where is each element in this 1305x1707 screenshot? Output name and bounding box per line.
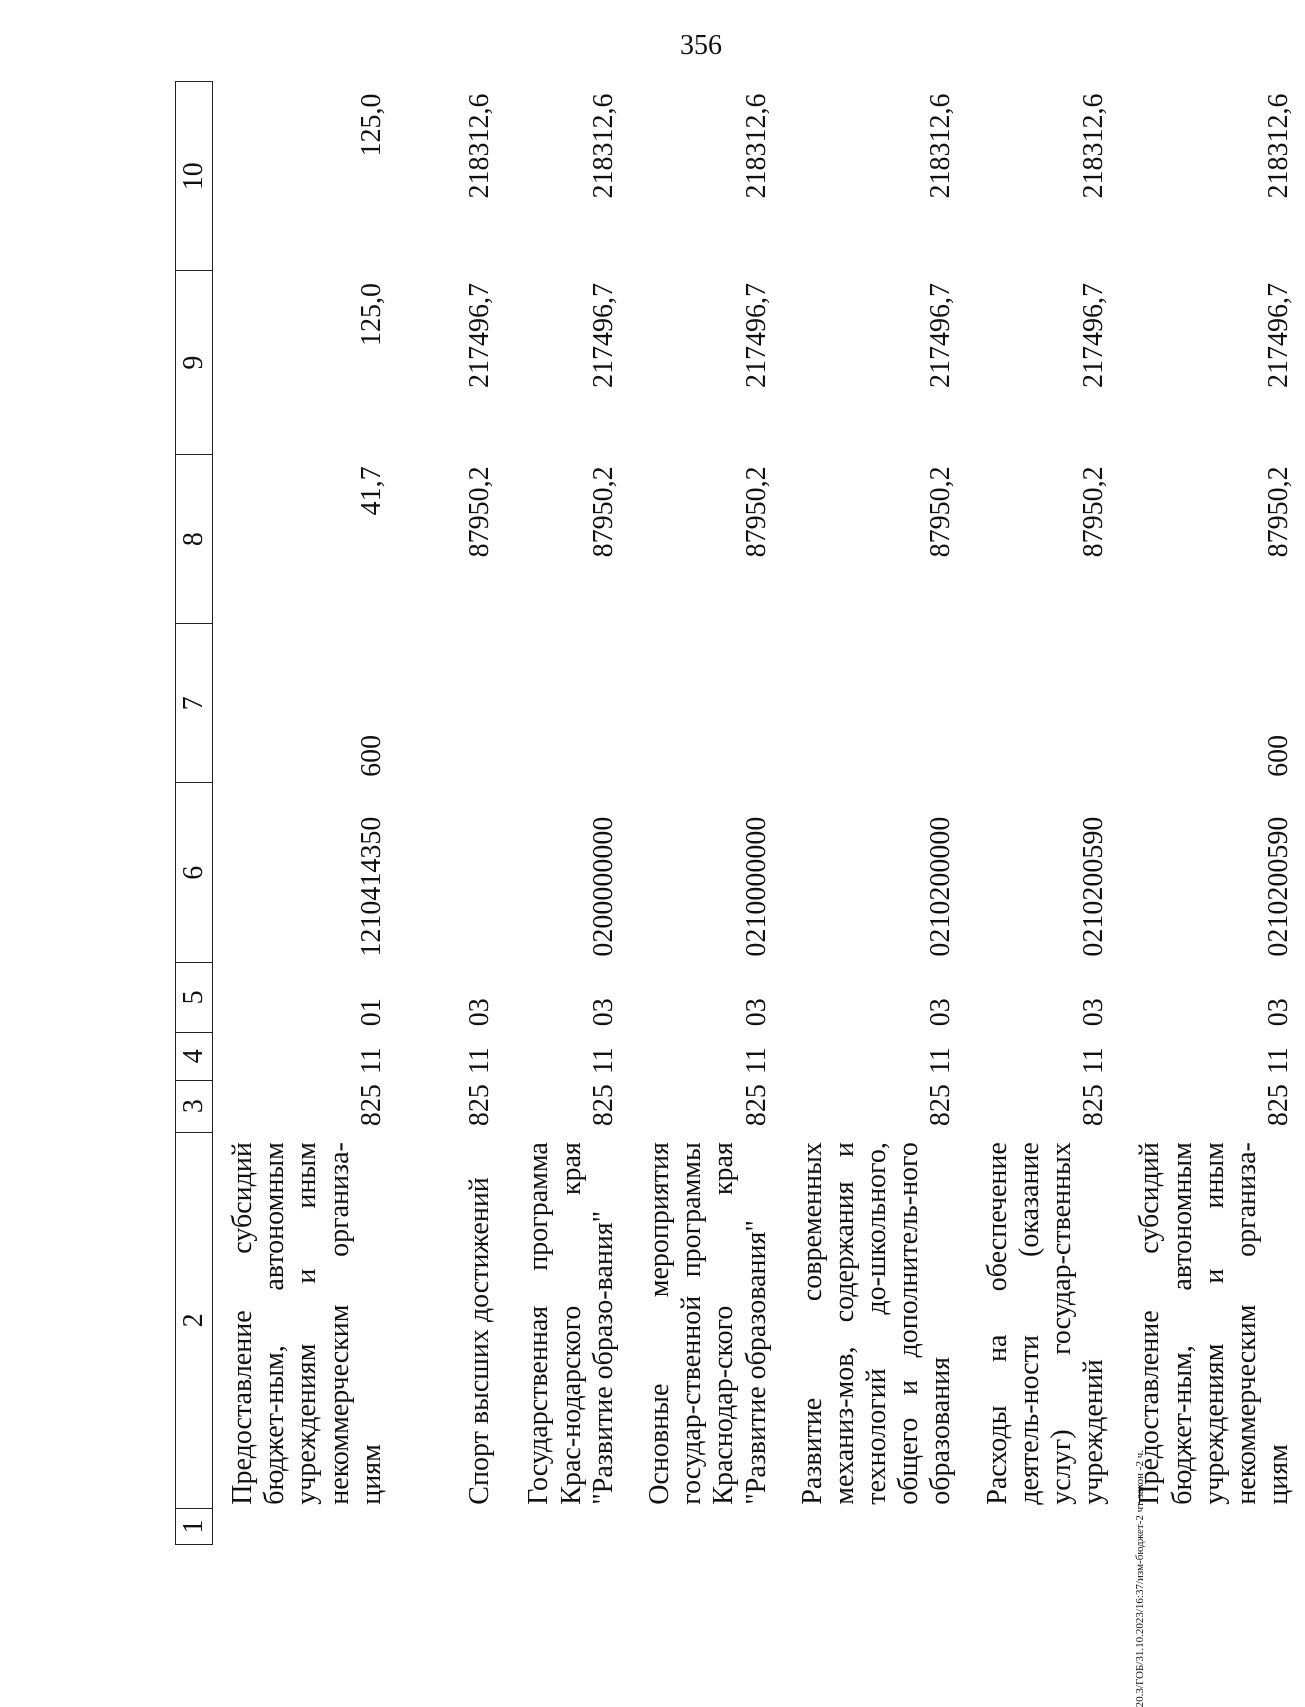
row-value-10: 218312,6 <box>925 93 957 199</box>
header-col-1: 1 <box>176 1509 213 1545</box>
row-value-9: 217496,7 <box>463 282 495 388</box>
row-description: Основные мероприятия государ-ственной программы Краснодар-ского края "Развитие образования" <box>643 1142 772 1505</box>
row-department: 825 <box>925 1084 957 1127</box>
row-target-article: 0200000000 <box>587 816 619 957</box>
row-value-10: 218312,6 <box>587 93 619 199</box>
row-index <box>630 1509 783 1545</box>
row-index <box>506 1509 630 1545</box>
row-description: Спорт высших достижений <box>463 1177 495 1505</box>
header-row <box>176 82 213 1545</box>
row-subsection: 03 <box>925 998 957 1027</box>
table-row <box>1120 82 1305 1545</box>
header-col-2: 2 <box>176 1132 213 1509</box>
row-expense-type <box>630 624 783 783</box>
row-value-8: 87950,2 <box>1263 466 1295 558</box>
row-value-8: 87950,2 <box>463 466 495 558</box>
row-expense-type <box>968 624 1121 783</box>
row-section: 11 <box>1078 1047 1110 1075</box>
header-col-8: 8 <box>176 454 213 623</box>
header-col-10: 10 <box>176 82 213 271</box>
header-col-6: 6 <box>176 783 213 963</box>
row-section: 11 <box>740 1047 772 1075</box>
table-row <box>213 82 398 1545</box>
row-description: Предоставление субсидий бюджет-ным, автономным учреждениям и иным некоммерческим организа-циям <box>1134 1142 1295 1505</box>
row-subsection: 01 <box>355 998 387 1027</box>
row-index <box>1120 1509 1305 1545</box>
row-description: Предоставление субсидий бюджет-ным, автономным учреждениям и иным некоммерческим организа-циям <box>227 1142 387 1505</box>
row-expense-type <box>398 624 506 783</box>
row-target-article: 0210200590 <box>1078 816 1110 957</box>
row-value-8: 41,7 <box>355 466 387 516</box>
page-number: 356 <box>680 30 722 61</box>
row-value-9: 217496,7 <box>740 282 772 388</box>
row-value-9: 217496,7 <box>1263 282 1295 388</box>
row-index <box>213 1509 398 1545</box>
row-value-10: 125,0 <box>355 93 387 157</box>
header-col-7: 7 <box>176 624 213 783</box>
row-department: 825 <box>587 1084 619 1127</box>
row-department: 825 <box>1263 1084 1295 1127</box>
row-value-8: 87950,2 <box>925 466 957 558</box>
row-target-article: 0210200000 <box>925 816 957 957</box>
row-expense-type <box>506 624 630 783</box>
row-description: Расходы на обеспечение деятель-ности (оказание услуг) государ-ственных учреждений <box>981 1142 1110 1505</box>
row-index <box>968 1509 1121 1545</box>
row-section: 11 <box>355 1047 387 1075</box>
row-section: 11 <box>587 1047 619 1075</box>
row-value-8: 87950,2 <box>587 466 619 558</box>
table-row <box>968 82 1121 1545</box>
row-value-10: 218312,6 <box>1263 93 1295 199</box>
row-target-article: 0210000000 <box>740 816 772 957</box>
row-department: 825 <box>740 1084 772 1127</box>
row-description: Развитие современных механиз-мов, содержания и технологий до-школьного, общего и дополнитель-ного образования <box>796 1142 957 1505</box>
header-col-9: 9 <box>176 271 213 454</box>
row-subsection: 03 <box>463 998 495 1027</box>
row-section: 11 <box>1263 1047 1295 1075</box>
budget-table <box>175 81 1305 1545</box>
row-value-9: 125,0 <box>355 282 387 346</box>
row-target-article <box>398 783 506 963</box>
row-subsection: 03 <box>587 998 619 1027</box>
row-value-10: 218312,6 <box>1078 93 1110 199</box>
row-target-article: 0210200590 <box>1263 816 1295 957</box>
table-row <box>398 82 506 1545</box>
row-department: 825 <box>463 1084 495 1127</box>
row-value-8: 87950,2 <box>740 466 772 558</box>
budget-table-rotated <box>175 81 1295 1545</box>
row-value-10: 218312,6 <box>740 93 772 199</box>
row-value-9: 217496,7 <box>587 282 619 388</box>
table-row <box>506 82 630 1545</box>
row-index <box>398 1509 506 1545</box>
row-description: Государственная программа Крас-нодарского края "Развитие образо-вания" <box>523 1142 619 1505</box>
row-department: 825 <box>355 1084 387 1127</box>
footer-code: 20.3/ГОБ/31.10.2023/16:37/изм-бюджет-2 чт-закон -2 ч. <box>1134 1450 1146 1707</box>
row-subsection: 03 <box>1078 998 1110 1027</box>
row-subsection: 03 <box>1263 998 1295 1027</box>
row-value-8: 87950,2 <box>1078 466 1110 558</box>
row-value-9: 217496,7 <box>925 282 957 388</box>
row-department: 825 <box>1078 1084 1110 1127</box>
row-expense-type <box>783 624 968 783</box>
row-value-10: 218312,6 <box>463 93 495 199</box>
header-col-5: 5 <box>176 963 213 1033</box>
header-col-4: 4 <box>176 1032 213 1080</box>
row-index <box>783 1509 968 1545</box>
row-expense-type: 600 <box>1263 734 1295 777</box>
row-subsection: 03 <box>740 998 772 1027</box>
row-section: 11 <box>463 1047 495 1075</box>
row-target-article: 1210414350 <box>355 816 387 957</box>
header-col-3: 3 <box>176 1080 213 1132</box>
row-expense-type: 600 <box>355 734 387 777</box>
table-row <box>783 82 968 1545</box>
row-value-9: 217496,7 <box>1078 282 1110 388</box>
row-section: 11 <box>925 1047 957 1075</box>
table-row <box>630 82 783 1545</box>
